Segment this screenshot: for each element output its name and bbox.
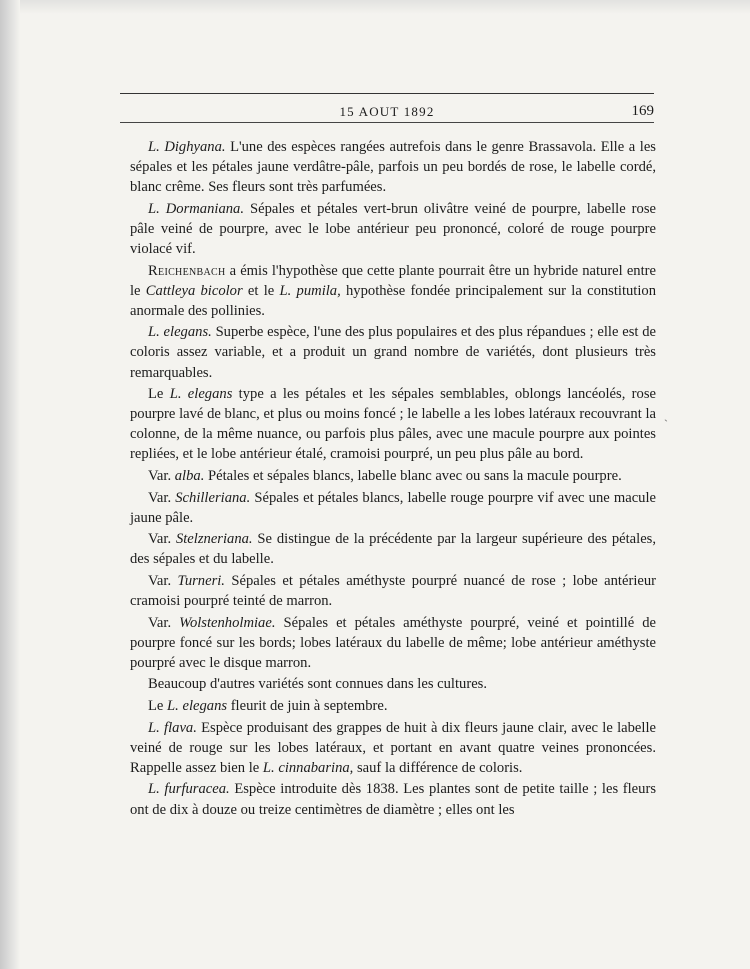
paragraph-text: Se distingue de la précédente par la largeur supérieure des pétales, des sépales et du labelle. [130,531,657,568]
paragraph-prefix: Var. [148,531,176,548]
paragraph-text: Beaucoup d'autres variétés sont connues dans les cultures. [148,676,487,693]
species-name: L. Dighyana. [148,139,226,155]
paragraph-prefix: Var. [148,572,178,589]
paragraph-text: Sépales et pétales blancs, labelle rouge pourpre vif avec une macule jaune pâle. [130,489,656,526]
paragraph-var-alba [130,466,656,486]
paragraph-text: Espèce produisant des grappes de huit à dix fleurs jaune clair, avec le labelle veiné de rouge sur les lobes latéraux, et portant en avant quatre veines prononcées. Rappelle assez bien le [130,719,656,776]
paragraph-text: Sépales et pétales vert-brun olivâtre veiné de pourpre, labelle rose pâle veiné de pourpre, avec le lobe antérieur peu prononcé, coloré de rouge pourpre violacé vif. [130,200,656,257]
paragraph-text: Sépales et pétales améthyste pourpré, veiné et pointillé de pourpre foncé sur les bords; lobes latéraux du labelle de même; lobe antérieur améthyste pourpré avec le disque marron. [130,614,657,671]
paragraph-text: et le [242,282,280,299]
variety-name: alba. [174,468,205,484]
paragraph-text: fleurit de juin à septembre. [227,698,388,715]
paragraph-text: a émis l'hypothèse que cette plante pourrait être un hybride naturel entre le [130,262,656,299]
paragraph-text: Superbe espèce, l'une des plus populaires et des plus répandues ; elle est de coloris assez variable, et a produit un grand nombre de variétés, dont plusieurs très remarquables. [130,324,656,381]
paragraph-text: type a les pétales et les sépales semblables, oblongs lancéolés, rose pourpre lavé de blanc, et plus ou moins foncé ; le labelle a les lobes latéraux recouvrant la colonne, de la même nuance, ou parfois plus pâles, avec une macule pourpre aux pointes repliées, et le lobe antérieur étalé, cramoisi pourpré, un peu plus pâle au bord. [130,386,656,463]
species-name: L. flava. [148,719,197,736]
paragraph-reichenbach [130,261,656,321]
paragraph-l-flava [130,718,656,778]
variety-name: Turneri. [177,572,225,589]
paragraph-l-dormaniana [130,199,656,259]
species-name: L. elegans [167,698,228,715]
paragraph-flowering-period [130,696,656,716]
paragraph-var-turneri [130,571,656,611]
variety-name: Schilleriana. [175,489,251,506]
running-header [120,93,654,123]
header-date: 15 AOUT 1892 [339,104,435,119]
variety-name: Stelzneriana. [175,531,253,548]
margin-mark: ˏ [664,408,668,422]
paragraph-other-varieties [130,674,656,694]
paragraph-text: Espèce introduite dès 1838. Les plantes sont de petite taille ; les fleurs ont de dix à douze ou treize centimètres de diamètre ; elles ont les [130,781,656,818]
species-name: L. pumila, [279,282,341,299]
paragraph-prefix: Var. [148,614,180,631]
species-name: L. furfuracea. [148,781,230,798]
header-rule-top [120,93,654,94]
paragraph-l-furfuracea [130,779,656,819]
variety-name: Wolstenholmiae. [179,614,276,631]
paragraph-text: hypothèse fondée principalement sur la constitution anormale des pollinies. [130,282,656,319]
page-body [130,137,656,821]
paragraph-elegans-type [130,384,656,464]
paragraph-prefix: Le [148,698,168,715]
paragraph-prefix: Var. [148,468,175,484]
species-name: Cattleya bicolor [145,282,243,299]
page-number: 169 [631,103,654,119]
species-name: L. elegans [169,386,233,403]
page-binding-shadow [0,0,20,969]
paragraph-prefix: Var. [148,489,176,506]
paragraph-l-elegans [130,322,656,382]
page-top-shadow [20,0,750,14]
species-name: L. elegans. [148,324,212,341]
species-name: L. Dormaniana. [148,200,244,217]
paragraph-text: Sépales et pétales améthyste pourpré nuancé de rose ; lobe antérieur cramoisi pourpré teinté de marron. [130,572,657,610]
paragraph-text: L'une des espèces rangées autrefois dans le genre Brassavola. Elle a les sépales et les pétales jaune verdâtre-pâle, parfois un peu bordés de rose, le labelle cordé, blanc crême. Ses fleurs sont très parfumées. [130,139,656,196]
author-name: Reichenbach [148,262,226,279]
paragraph-text: Pétales et sépales blancs, labelle blanc avec ou sans la macule pourpre. [204,468,622,484]
header-rule-bottom [120,122,654,123]
paragraph-var-wolstenholmiae [130,613,656,673]
paragraph-var-schilleriana [130,488,656,528]
paragraph-prefix: Le [148,386,170,403]
paragraph-var-stelzneriana [130,529,656,569]
paragraph-text: sauf la différence de coloris. [353,759,523,776]
species-name: L. cinnabarina, [262,759,354,776]
paragraph-l-dighyana [130,137,656,197]
